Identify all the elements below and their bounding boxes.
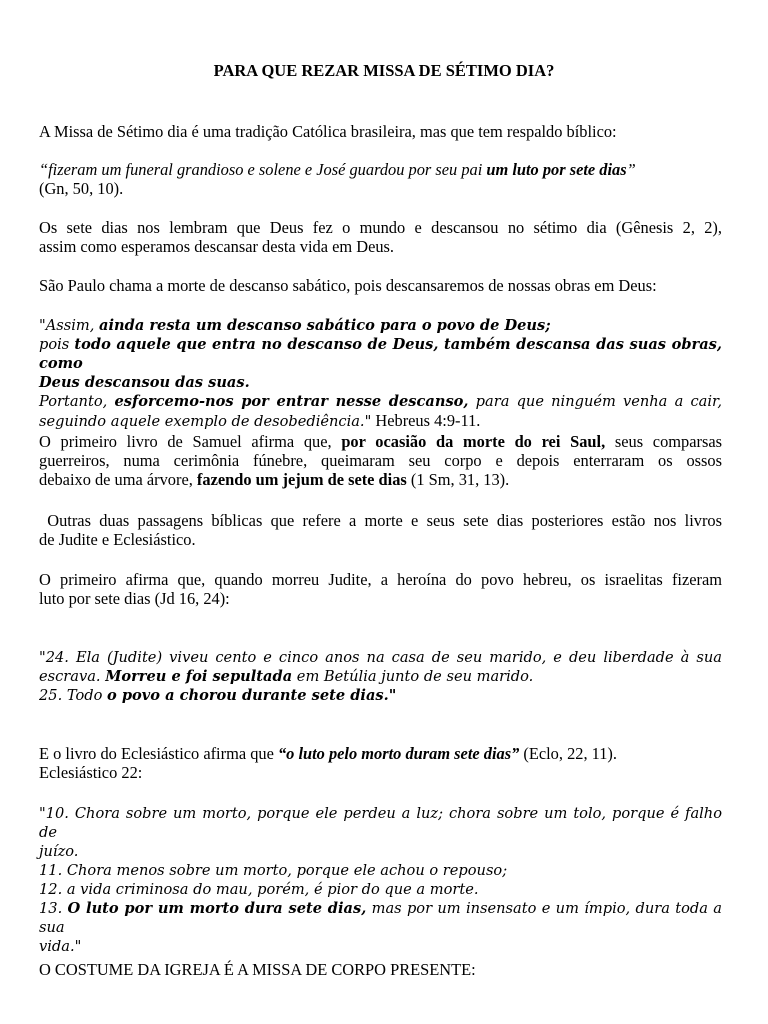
- quote-text: seguindo aquele exemplo de desobediência.": [39, 413, 372, 430]
- paragraph-line: guerreiros, numa cerimônia fúnebre, queimaram seu corpo e depois enterraram os ossos: [39, 451, 722, 470]
- quote-emphasis: esforcemo-nos por entrar nesse descanso,: [114, 393, 469, 410]
- quote-emphasis: O luto por um morto dura sete dias,: [67, 900, 367, 917]
- hebrews-quote: [39, 316, 722, 431]
- eclesiastico-paragraph: [39, 744, 722, 782]
- quote-text: “fizeram um funeral grandioso e solene e José guardou por seu pai: [39, 160, 487, 179]
- quote-text: Portanto,: [39, 393, 115, 410]
- quote-emphasis: um luto por sete dias: [486, 160, 627, 179]
- quote-emphasis: todo aquele que entra no descanso de Deus, também descansa das suas obras, como: [39, 336, 722, 372]
- sao-paulo-paragraph: São Paulo chama a morte de descanso sabático, pois descansaremos de nossas obras em Deus:: [39, 276, 657, 295]
- seven-days-paragraph: [39, 218, 722, 256]
- document-title: PARA QUE REZAR MISSA DE SÉTIMO DIA?: [213, 61, 555, 80]
- intro-paragraph: A Missa de Sétimo dia é uma tradição Católica brasileira, mas que tem respaldo bíblico:: [39, 122, 617, 141]
- quote-close: ”: [626, 160, 636, 179]
- judite-paragraph: [39, 570, 722, 608]
- paragraph-line: O primeiro afirma que, quando morreu Judite, a heroína do povo hebreu, os israelitas fizeram: [39, 570, 722, 589]
- quote-text: escrava.: [39, 668, 106, 685]
- paragraph-emphasis: fazendo um jejum de sete dias: [196, 470, 407, 489]
- quote-line: juízo.: [39, 843, 79, 860]
- paragraph-text: E o livro do Eclesiástico afirma que: [39, 744, 278, 763]
- paragraph-line: Eclesiástico 22:: [39, 763, 143, 782]
- quote-emphasis: Morreu e foi sepultada: [105, 668, 293, 685]
- quote-line: 11. Chora menos sobre um morto, porque ele achou o repouso;: [39, 862, 508, 879]
- quote-text: 25. Todo: [39, 687, 108, 704]
- paragraph-text: (1 Sm, 31, 13).: [406, 470, 510, 489]
- paragraph-text: O primeiro livro de Samuel afirma que,: [39, 432, 342, 451]
- paragraph-line: Outras duas passagens bíblicas que refere a morte e seus sete dias posteriores estão nos livros: [39, 511, 722, 530]
- eclesiastico-quote: [39, 804, 722, 956]
- quote-line: 12. a vida criminosa do mau, porém, é pior do que a morte.: [39, 881, 479, 898]
- quote-text: "Assim,: [39, 317, 100, 334]
- judite-quote: [39, 648, 722, 705]
- paragraph-text: (Eclo, 22, 11).: [519, 744, 617, 763]
- quote-emphasis: Deus descansou das suas.: [39, 374, 250, 391]
- paragraph-line: de Judite e Eclesiástico.: [39, 530, 196, 549]
- section-heading: O COSTUME DA IGREJA É A MISSA DE CORPO PRESENTE:: [39, 960, 476, 979]
- paragraph-emphasis: “o luto pelo morto duram sete dias”: [277, 744, 520, 763]
- paragraph-line: assim como esperamos descansar desta vida em Deus.: [39, 237, 395, 256]
- quote-emphasis: o povo a chorou durante sete dias.": [107, 687, 397, 704]
- quote-line: "10. Chora sobre um morto, porque ele perdeu a luz; chora sobre um tolo, porque é falho de: [39, 805, 722, 841]
- genesis-quote: [39, 160, 722, 198]
- quote-line: vida.": [39, 938, 82, 955]
- samuel-paragraph: [39, 432, 722, 489]
- quote-reference: Hebreus 4:9-11.: [371, 411, 481, 430]
- quote-text: 13.: [39, 900, 68, 917]
- paragraph-line: luto por sete dias (Jd 16, 24):: [39, 589, 230, 608]
- paragraph-text: debaixo de uma árvore,: [39, 470, 197, 489]
- quote-emphasis: ainda resta um descanso sabático para o povo de Deus;: [99, 317, 551, 334]
- paragraph-line: Os sete dias nos lembram que Deus fez o mundo e descansou no sétimo dia (Gênesis 2, 2),: [39, 218, 722, 237]
- paragraph-text: seus comparsas: [605, 432, 722, 451]
- quote-text: em Betúlia junto de seu marido.: [292, 668, 534, 685]
- quote-text: mas por um insensato e um ímpio, dura toda a sua: [39, 900, 722, 936]
- quote-text: para que ninguém venha a cair,: [468, 393, 723, 410]
- quote-text: pois: [39, 336, 75, 353]
- other-passages-paragraph: [39, 511, 722, 549]
- quote-reference: (Gn, 50, 10).: [39, 179, 124, 198]
- paragraph-emphasis: por ocasião da morte do rei Saul,: [341, 432, 606, 451]
- quote-line: "24. Ela (Judite) viveu cento e cinco anos na casa de seu marido, e deu liberdade à sua: [39, 649, 722, 666]
